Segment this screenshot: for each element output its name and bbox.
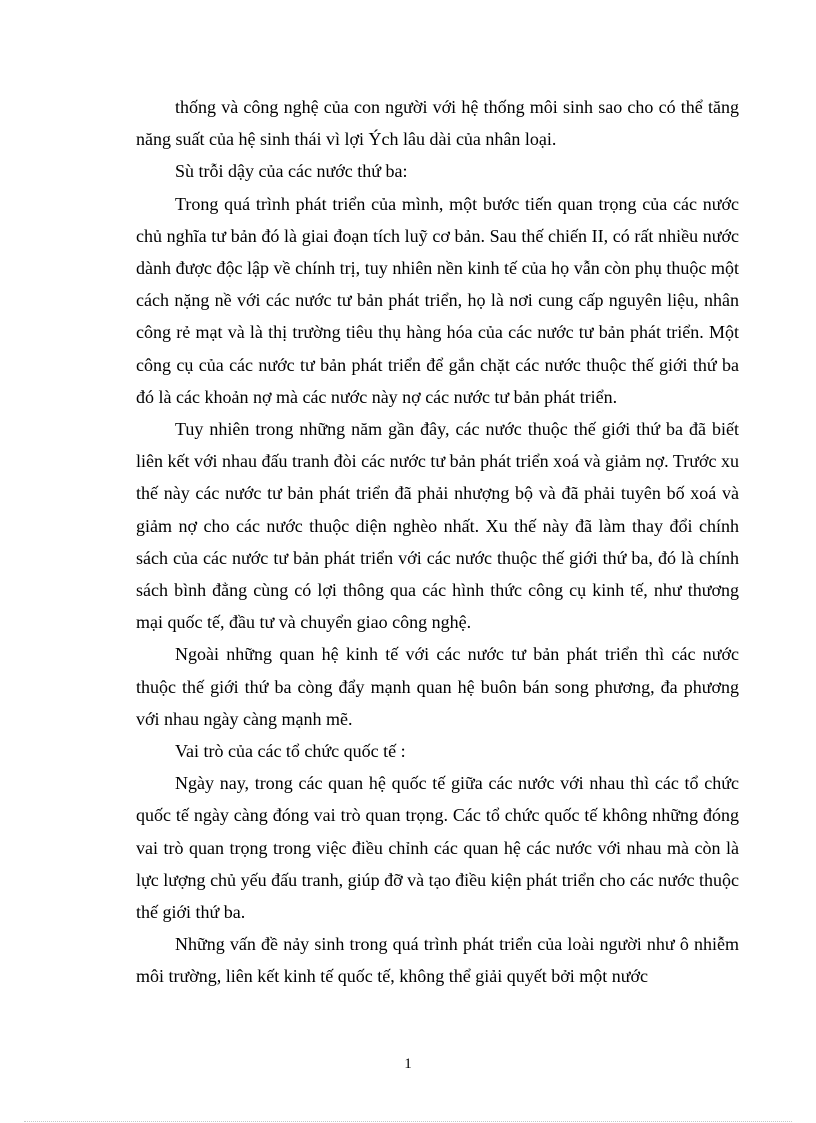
paragraph: Tuy nhiên trong những năm gần đây, các nước thuộc thế giới thứ ba đã biết liên kết với nhau đấu tranh đòi các nước tư bản phát triển xoá và giảm nợ. Trước xu thế này các nước tư bản phát triển đã phải nhượng bộ và đã phải tuyên bố xoá và giảm nợ cho các nước thuộc diện nghèo nhất. Xu thế này đã làm thay đổi chính sách của các nước tư bản phát triển với các nước thuộc thế giới thứ ba, đó là chính sách bình đẳng cùng có lợi thông qua các hình thức công cụ kinh tế, như thương mại quốc tế, đầu tư và chuyển giao công nghệ. xyxy=(136,419,739,633)
document-body xyxy=(136,91,739,993)
paragraph: Những vấn đề nảy sinh trong quá trình phát triển của loài người như ô nhiễm môi trường, liên kết kinh tế quốc tế, không thể giải quyết bởi một nước xyxy=(136,934,739,987)
paragraph-continuation: thống và công nghệ của con người với hệ thống môi sinh sao cho có thể tăng năng suất của hệ sinh thái vì lợi Ých lâu dài của nhân loại. xyxy=(136,97,739,150)
page-number: 1 xyxy=(404,1056,412,1072)
paragraph: Trong quá trình phát triển của mình, một bước tiến quan trọng của các nước chủ nghĩa tư bản đó là giai đoạn tích luỹ cơ bản. Sau thế chiến II, có rất nhiều nước dành được độc lập về chính trị, tuy nhiên nền kinh tế của họ vẫn còn phụ thuộc một cách nặng nề với các nước tư bản phát triển, họ là nơi cung cấp nguyên liệu, nhân công rẻ mạt và là thị trường tiêu thụ hàng hóa của các nước tư bản phát triển. Một công cụ của các nước tư bản phát triển để gắn chặt các nước thuộc thế giới thứ ba đó là các khoản nợ mà các nước này nợ các nước tư bản phát triển. xyxy=(136,193,739,407)
paragraph: Ngày nay, trong các quan hệ quốc tế giữa các nước với nhau thì các tổ chức quốc tế ngày càng đóng vai trò quan trọng. Các tổ chức quốc tế không những đóng vai trò quan trọng trong việc điều chỉnh các quan hệ các nước với nhau mà còn là lực lượng chủ yếu đấu tranh, giúp đỡ và tạo điều kiện phát triển cho các nước thuộc thế giới thứ ba. xyxy=(136,773,739,923)
paragraph: Ngoài những quan hệ kinh tế với các nước tư bản phát triển thì các nước thuộc thế giới thứ ba còng đẩy mạnh quan hệ buôn bán song phương, đa phương với nhau ngày càng mạnh mẽ. xyxy=(136,644,739,729)
section-heading-international-organizations: Vai trò của các tổ chức quốc tế : xyxy=(175,741,406,762)
page-bottom-divider xyxy=(24,1121,792,1122)
section-heading-third-world: Sù trỗi dậy của các nước thứ ba: xyxy=(175,161,408,182)
